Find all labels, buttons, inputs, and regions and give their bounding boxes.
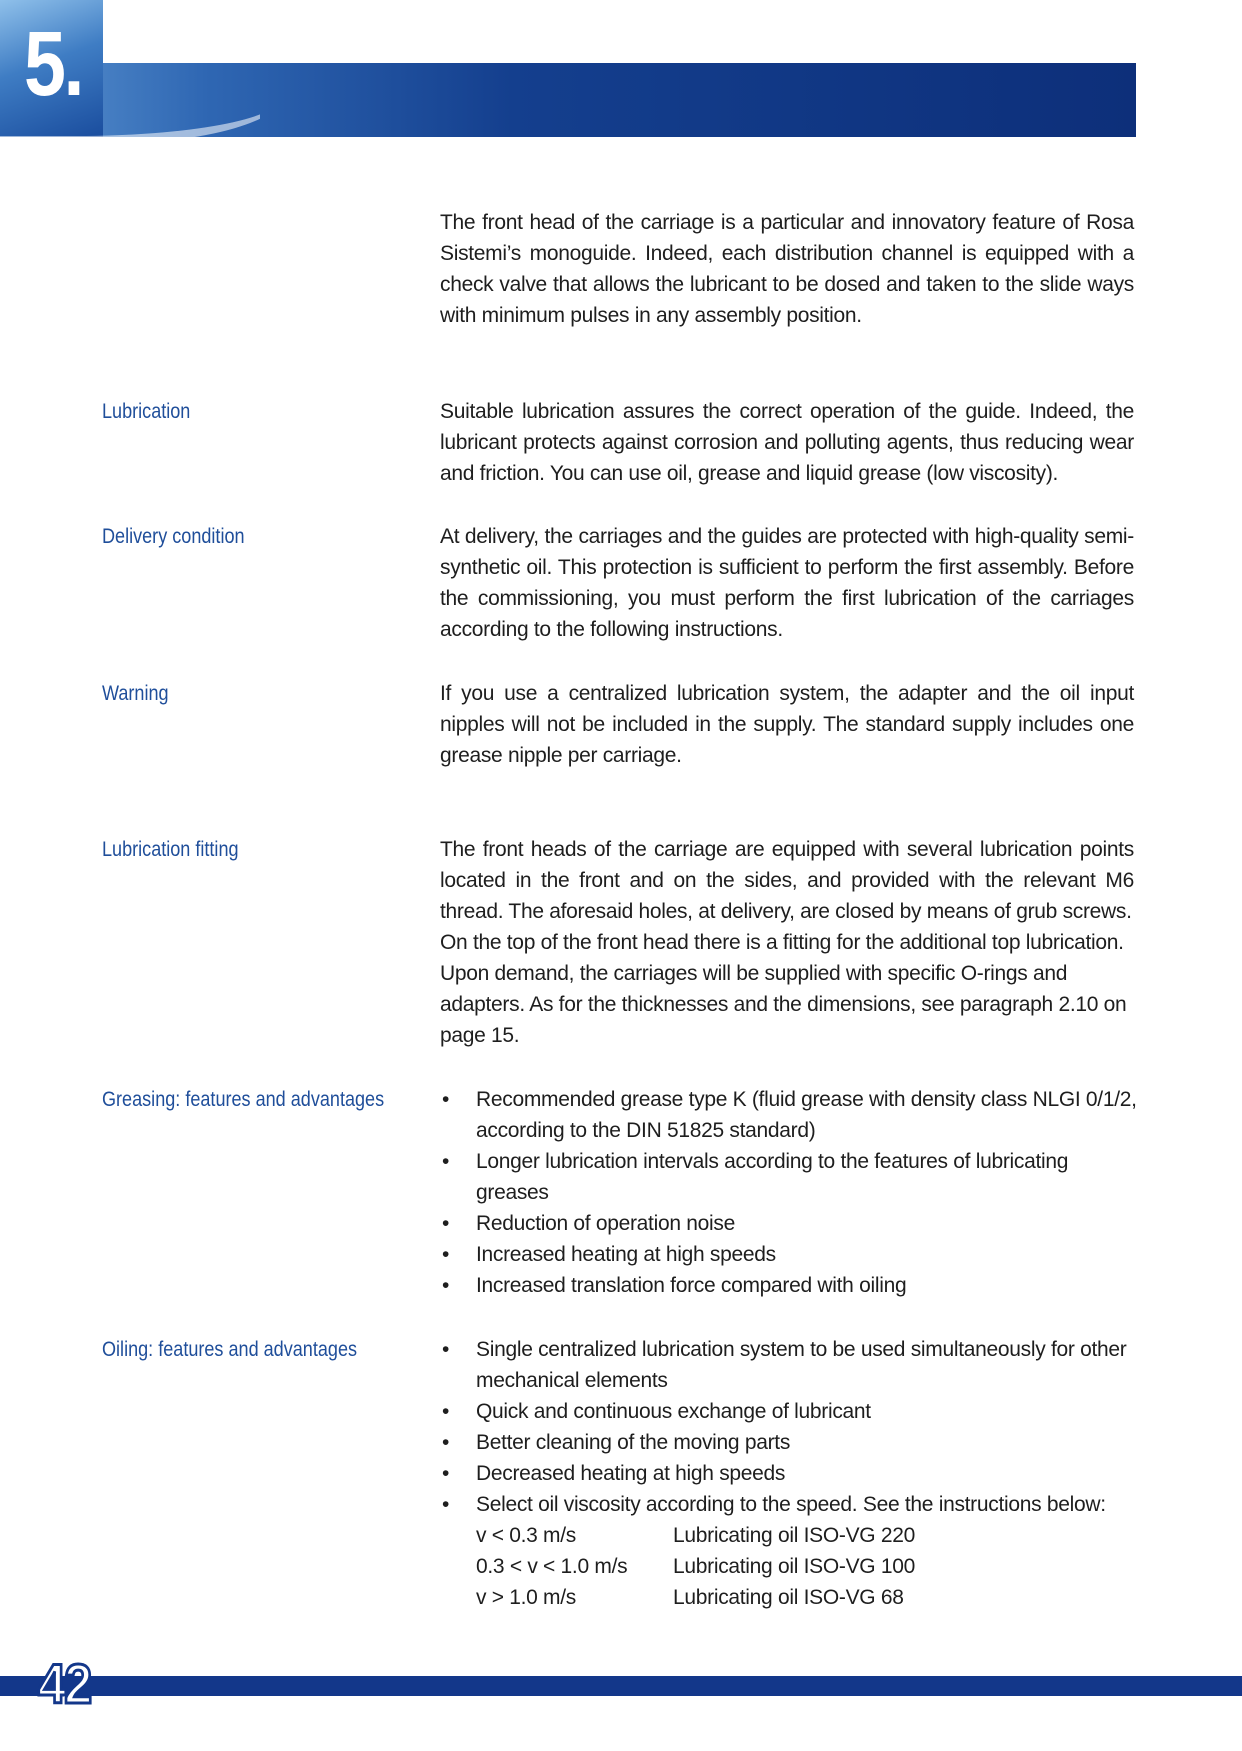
fitting-text	[440, 834, 1134, 1051]
bullet-icon: •	[442, 1212, 450, 1235]
lubrication-text: Suitable lubrication assures the correct operation of the guide. Indeed, the lubricant protects against corrosion and polluting agents, thus reducing wear and friction. You can use oil, grease and liquid grease (low viscosity).	[440, 400, 1134, 485]
greasing-list	[440, 1084, 1140, 1301]
list-item: • Quick and continuous exchange of lubricant	[440, 1396, 1140, 1427]
bullet-icon: •	[442, 1243, 450, 1266]
bullet-icon: •	[442, 1150, 450, 1173]
delivery-text: At delivery, the carriages and the guides are protected with high-quality semi-synthetic oil. This protection is sufficient to perform the first assembly. Before the commissioning, you must perform the first lubrication of the carriages according to the following instructions.	[440, 525, 1134, 641]
page-number: 42	[38, 1652, 91, 1715]
list-item: • Recommended grease type K (fluid grease with density class NLGI 0/1/2, according to the DIN 51825 standard)	[440, 1084, 1140, 1146]
warning-text: If you use a centralized lubrication system, the adapter and the oil input nipples will not be included in the supply. The standard supply includes one grease nipple per carriage.	[440, 682, 1134, 767]
bullet-icon: •	[442, 1400, 450, 1423]
list-item: • Reduction of operation noise	[440, 1208, 1140, 1239]
viscosity-oil: Lubricating oil ISO-VG 100	[673, 1555, 915, 1578]
bullet-icon: •	[442, 1338, 450, 1361]
greasing-label: Greasing: features and advantages	[102, 1088, 385, 1111]
list-item: • Increased heating at high speeds	[440, 1239, 1140, 1270]
lubrication-label: Lubrication	[102, 400, 191, 423]
delivery-label: Delivery condition	[102, 525, 245, 548]
viscosity-row	[440, 1582, 1140, 1613]
oiling-list	[440, 1334, 1140, 1613]
bullet-icon: •	[442, 1493, 450, 1516]
viscosity-oil: Lubricating oil ISO-VG 68	[673, 1586, 904, 1609]
oiling-label: Oiling: features and advantages	[102, 1338, 358, 1361]
footer-band	[0, 1676, 1242, 1696]
fitting-paragraph: On the top of the front head there is a fitting for the additional top lubrication. Upon demand, the carriages will be supplied with specific O-rings and adapters. As for the thicknesses and the dimensions, see paragraph 2.10 on page 15.	[440, 931, 1127, 1047]
chapter-number: 5.	[24, 13, 83, 115]
viscosity-speed: v > 1.0 m/s	[476, 1586, 576, 1609]
list-item: • Longer lubrication intervals according to the features of lubricating greases	[440, 1146, 1140, 1208]
bullet-icon: •	[442, 1088, 450, 1111]
viscosity-oil: Lubricating oil ISO-VG 220	[673, 1524, 915, 1547]
fitting-label: Lubrication fitting	[102, 838, 239, 861]
viscosity-table	[440, 1520, 1140, 1613]
bullet-icon: •	[442, 1431, 450, 1454]
list-item: • Single centralized lubrication system to be used simultaneously for other mechanical elements	[440, 1334, 1140, 1396]
viscosity-speed: v < 0.3 m/s	[476, 1524, 576, 1547]
warning-label: Warning	[102, 682, 169, 705]
bullet-icon: •	[442, 1462, 450, 1485]
intro-text: The front head of the carriage is a particular and innovatory feature of Rosa Sistemi’s monoguide. Indeed, each distribution channel is equipped with a check valve that allows the lubricant to be dosed and taken to the slide ways with minimum pulses in any assembly position.	[440, 211, 1134, 327]
list-item: • Decreased heating at high speeds	[440, 1458, 1140, 1489]
list-item: • Select oil viscosity according to the speed. See the instructions below:	[440, 1489, 1140, 1520]
viscosity-row	[440, 1520, 1140, 1551]
list-item: • Increased translation force compared with oiling	[440, 1270, 1140, 1301]
viscosity-speed: 0.3 < v < 1.0 m/s	[476, 1555, 628, 1578]
bullet-icon: •	[442, 1274, 450, 1297]
fitting-paragraph: The front heads of the carriage are equipped with several lubrication points located in the front and on the sides, and provided with the relevant M6 thread. The aforesaid holes, at delivery, are closed by means of grub screws.	[440, 838, 1134, 923]
list-item: • Better cleaning of the moving parts	[440, 1427, 1140, 1458]
viscosity-row	[440, 1551, 1140, 1582]
